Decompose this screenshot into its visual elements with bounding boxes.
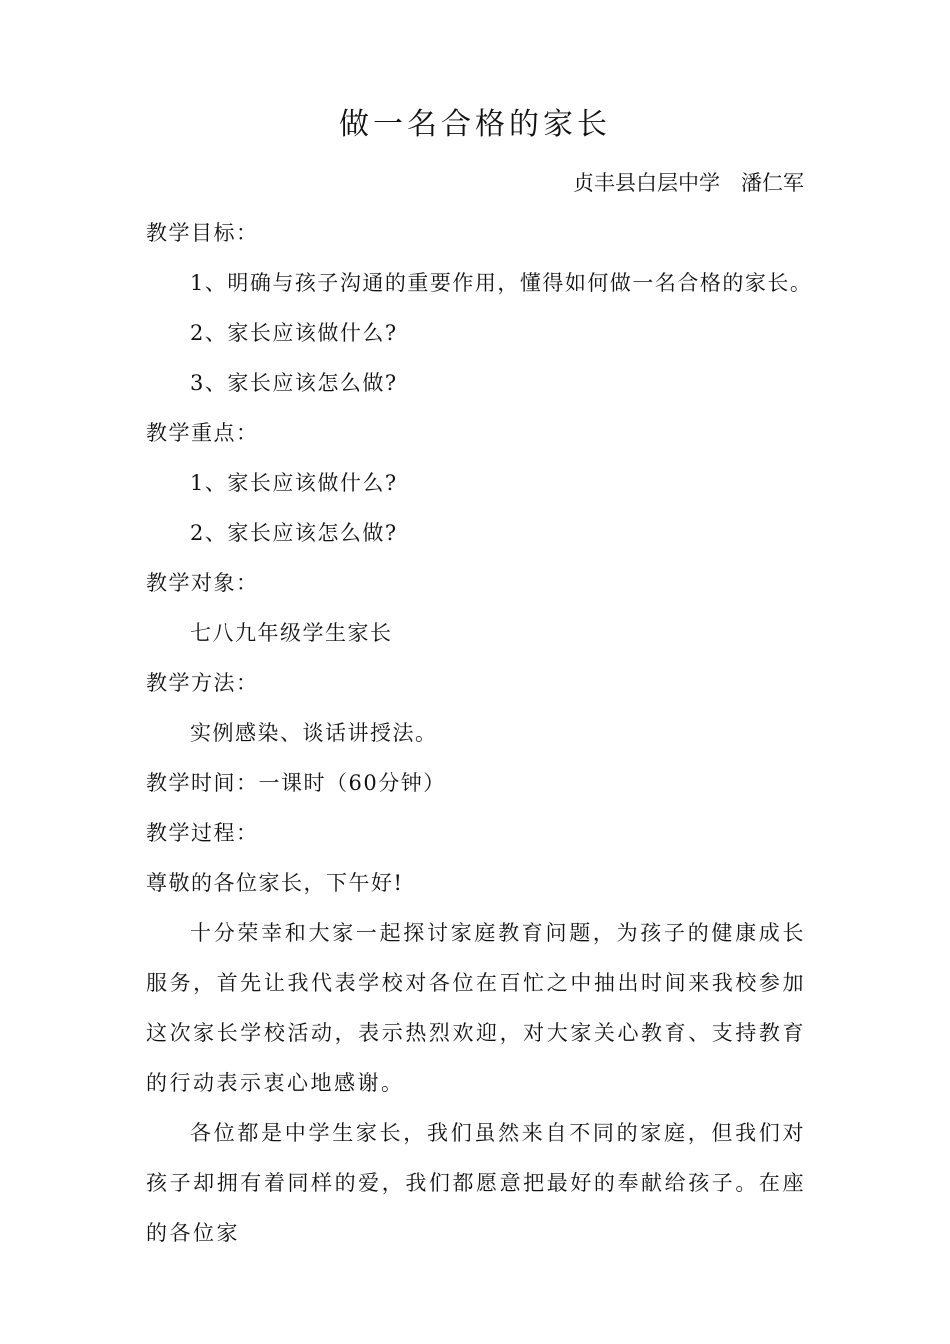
time-line: 教学时间：一课时（60分钟） — [146, 771, 446, 795]
goal-item: 2、家长应该做什么? — [190, 321, 398, 345]
goal-item: 3、家长应该怎么做? — [190, 371, 398, 395]
greeting: 尊敬的各位家长，下午好! — [146, 871, 404, 895]
goals-heading: 教学目标： — [146, 221, 259, 245]
body-paragraph: 各位都是中学生家长，我们虽然来自不同的家庭，但我们对孩子却拥有着同样的爱，我们都愿意把最好的奉献给孩子。在座的各位家 — [146, 1121, 806, 1245]
document-title: 做一名合格的家长 — [339, 107, 611, 142]
audience-text: 七八九年级学生家长 — [190, 621, 393, 645]
audience-heading: 教学对象： — [146, 571, 259, 595]
document-body — [146, 208, 813, 1258]
method-text: 实例感染、谈话讲授法。 — [190, 721, 438, 745]
process-heading: 教学过程： — [146, 821, 259, 845]
goal-item: 1、明确与孩子沟通的重要作用，懂得如何做一名合格的家长。 — [190, 271, 813, 295]
key-point-item: 2、家长应该怎么做? — [190, 521, 398, 545]
key-points-heading: 教学重点： — [146, 421, 259, 445]
body-paragraph: 十分荣幸和大家一起探讨家庭教育问题，为孩子的健康成长服务，首先让我代表学校对各位在百忙之中抽出时间来我校参加这次家长学校活动，表示热烈欢迎，对大家关心教育、支持教育的行动表示衷心地感谢。 — [146, 921, 806, 1095]
method-heading: 教学方法： — [146, 671, 259, 695]
key-point-item: 1、家长应该做什么? — [190, 471, 398, 495]
document-author: 贞丰县白层中学 潘仁军 — [573, 171, 804, 195]
